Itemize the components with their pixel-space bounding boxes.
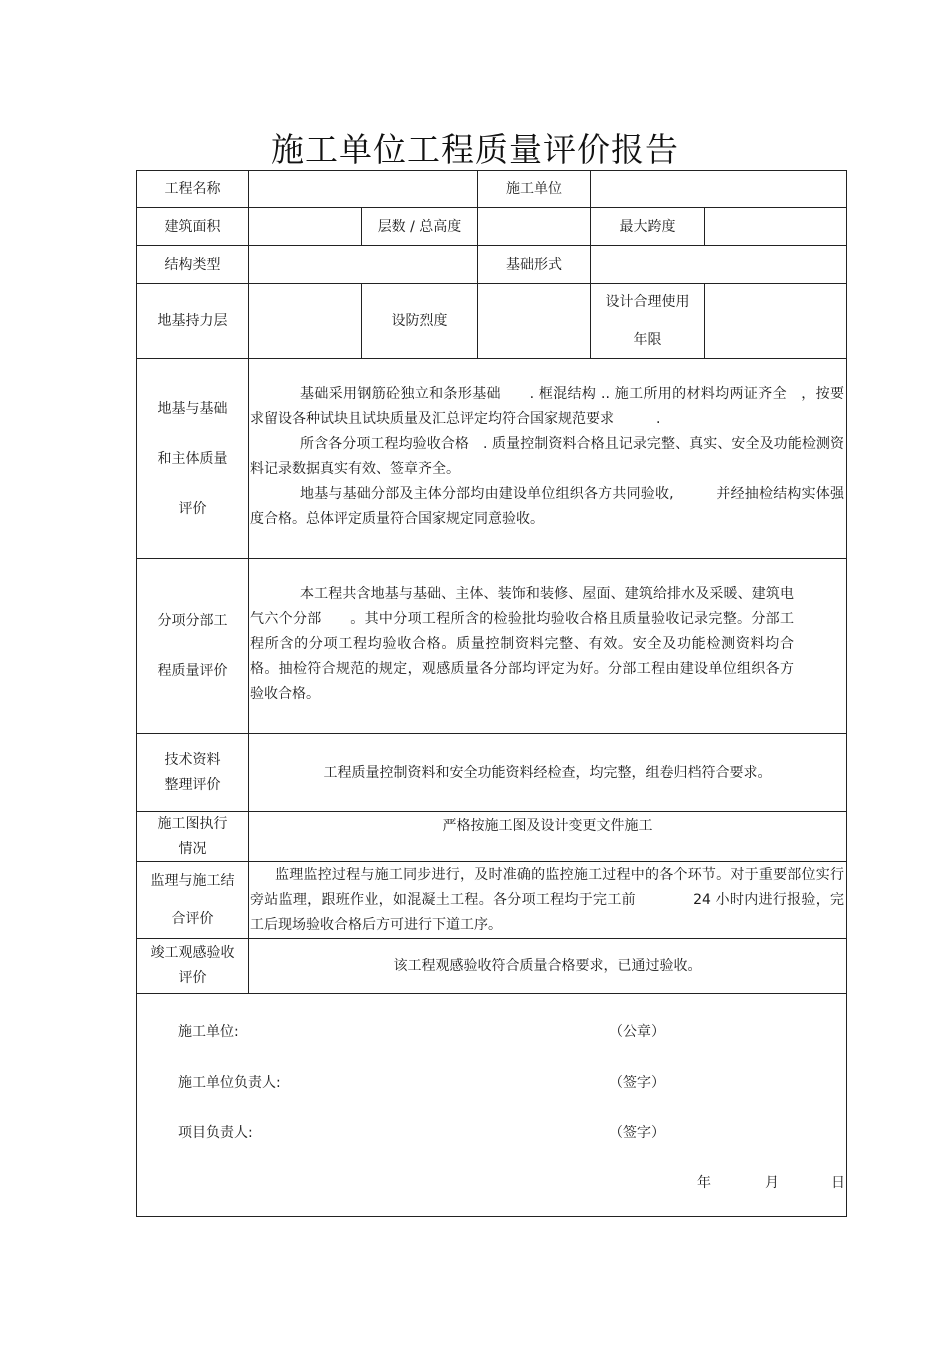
table-rule — [846, 170, 847, 1217]
foundation-eval-paragraph: 所含各分项工程均验收合格 . 质量控制资料合格且记录完整、真实、安全及功能检测资料记录数据真实有效、签章齐全。 — [250, 436, 844, 477]
drawings-label — [137, 812, 248, 861]
design-life-label-line2: 年限 — [633, 332, 662, 348]
subitem-eval-label — [137, 559, 248, 733]
date-month-label: 月 — [765, 1175, 779, 1191]
project-head-sign-label: 项目负责人: — [178, 1125, 253, 1141]
completion-label-line: 竣工观感验收 — [150, 945, 235, 961]
design-life-label — [591, 284, 704, 358]
completion-label-line: 评价 — [178, 970, 207, 986]
contractor-sign-label: 施工单位: — [178, 1024, 239, 1040]
contractor-head-sign-label: 施工单位负责人: — [178, 1075, 281, 1091]
design-life-label-line1: 设计合理使用 — [605, 294, 690, 310]
table-rule — [136, 993, 847, 994]
foundation-eval-label-line: 地基与基础 — [157, 400, 228, 417]
subitem-eval-paragraph: 本工程共含地基与基础、主体、装饰和装修、屋面、建筑给排水及采暖、建筑电气六个分部 。其中分项工程所含的检验批均验收合格且质量验收记录完整。分部工程所含的分项工程均验收合格。质量控制资料完整、有效。安全及功能检测资料均合格。抽检符合规范的规定，观感质量各分部均评定为好。分部工程由建设单位组织各方验收合格。 — [250, 586, 794, 702]
structure-type-label: 结构类型 — [164, 256, 221, 273]
subitem-eval-label-line: 分项分部工 — [157, 613, 228, 629]
contractor-field[interactable] — [591, 171, 846, 207]
bearing-layer-label: 地基持力层 — [157, 313, 228, 329]
max-span-field[interactable] — [705, 208, 846, 245]
tech-docs-label — [137, 734, 248, 811]
foundation-eval-paragraph: 地基与基础分部及主体分部均由建设单位组织各方共同验收, 并经抽检结构实体强度合格。总体评定质量符合国家规定同意验收。 — [250, 486, 844, 527]
project-head-sign-note: （签字） — [609, 1125, 665, 1141]
area-label: 建筑面积 — [164, 218, 221, 235]
supervision-label — [137, 862, 248, 938]
subitem-eval-text — [250, 582, 794, 707]
foundation-type-label: 基础形式 — [506, 256, 562, 273]
drawings-label-line: 情况 — [178, 840, 207, 857]
contractor-head-sign-note: （签字） — [609, 1075, 665, 1091]
foundation-type-field[interactable] — [591, 246, 846, 283]
tech-docs-label-line: 整理评价 — [164, 776, 221, 793]
foundation-eval-paragraph: 基础采用钢筋砼独立和条形基础 . 框混结构 .. 施工所用的材料均两证齐全 ，按要求留设各种试块且试块质量及汇总评定均符合国家规范要求 . — [250, 386, 844, 427]
foundation-eval-text — [250, 382, 844, 532]
seismic-intensity-label: 设防烈度 — [391, 313, 448, 329]
seismic-intensity-field[interactable] — [478, 284, 590, 358]
date-day-label: 日 — [831, 1175, 845, 1191]
bearing-layer-field[interactable] — [249, 284, 361, 358]
project-name-label: 工程名称 — [164, 181, 221, 197]
foundation-eval-label-line: 评价 — [178, 500, 207, 517]
table-rule — [136, 1216, 847, 1217]
structure-type-field[interactable] — [249, 246, 477, 283]
supervision-paragraph: 监理监控过程与施工同步进行，及时准确的监控施工过程中的各个环节。对于重要部位实行旁站监理，跟班作业，如混凝土工程。各分项工程均于完工前 24 小时内进行报验，完工后现场验收合格后方可进行下道工序。 — [250, 867, 844, 933]
completion-label — [137, 939, 248, 993]
max-span-label: 最大跨度 — [619, 218, 676, 235]
drawings-text: 严格按施工图及设计变更文件施工 — [442, 818, 653, 834]
foundation-eval-label — [137, 359, 248, 558]
date-year-label: 年 — [697, 1175, 711, 1191]
floors-height-field[interactable] — [478, 208, 590, 245]
foundation-eval-label-line: 和主体质量 — [157, 450, 228, 467]
official-seal-note: （公章） — [609, 1024, 665, 1040]
tech-docs-text: 工程质量控制资料和安全功能资料经检查，均完整，组卷归档符合要求。 — [323, 764, 772, 781]
project-name-field[interactable] — [249, 171, 477, 207]
tech-docs-label-line: 技术资料 — [164, 751, 221, 768]
contractor-label: 施工单位 — [506, 181, 562, 197]
drawings-label-line: 施工图执行 — [157, 815, 228, 832]
area-field[interactable] — [249, 208, 361, 245]
supervision-label-line: 监理与施工结 — [150, 873, 235, 889]
subitem-eval-label-line: 程质量评价 — [157, 663, 228, 679]
page-title: 施工单位工程质量评价报告 — [271, 130, 679, 169]
completion-text: 该工程观感验收符合质量合格要求，已通过验收。 — [393, 958, 702, 974]
floors-height-label: 层数 / 总高度 — [377, 218, 462, 235]
supervision-label-line: 合评价 — [171, 911, 214, 927]
design-life-field[interactable] — [705, 284, 846, 358]
supervision-text — [250, 863, 844, 938]
